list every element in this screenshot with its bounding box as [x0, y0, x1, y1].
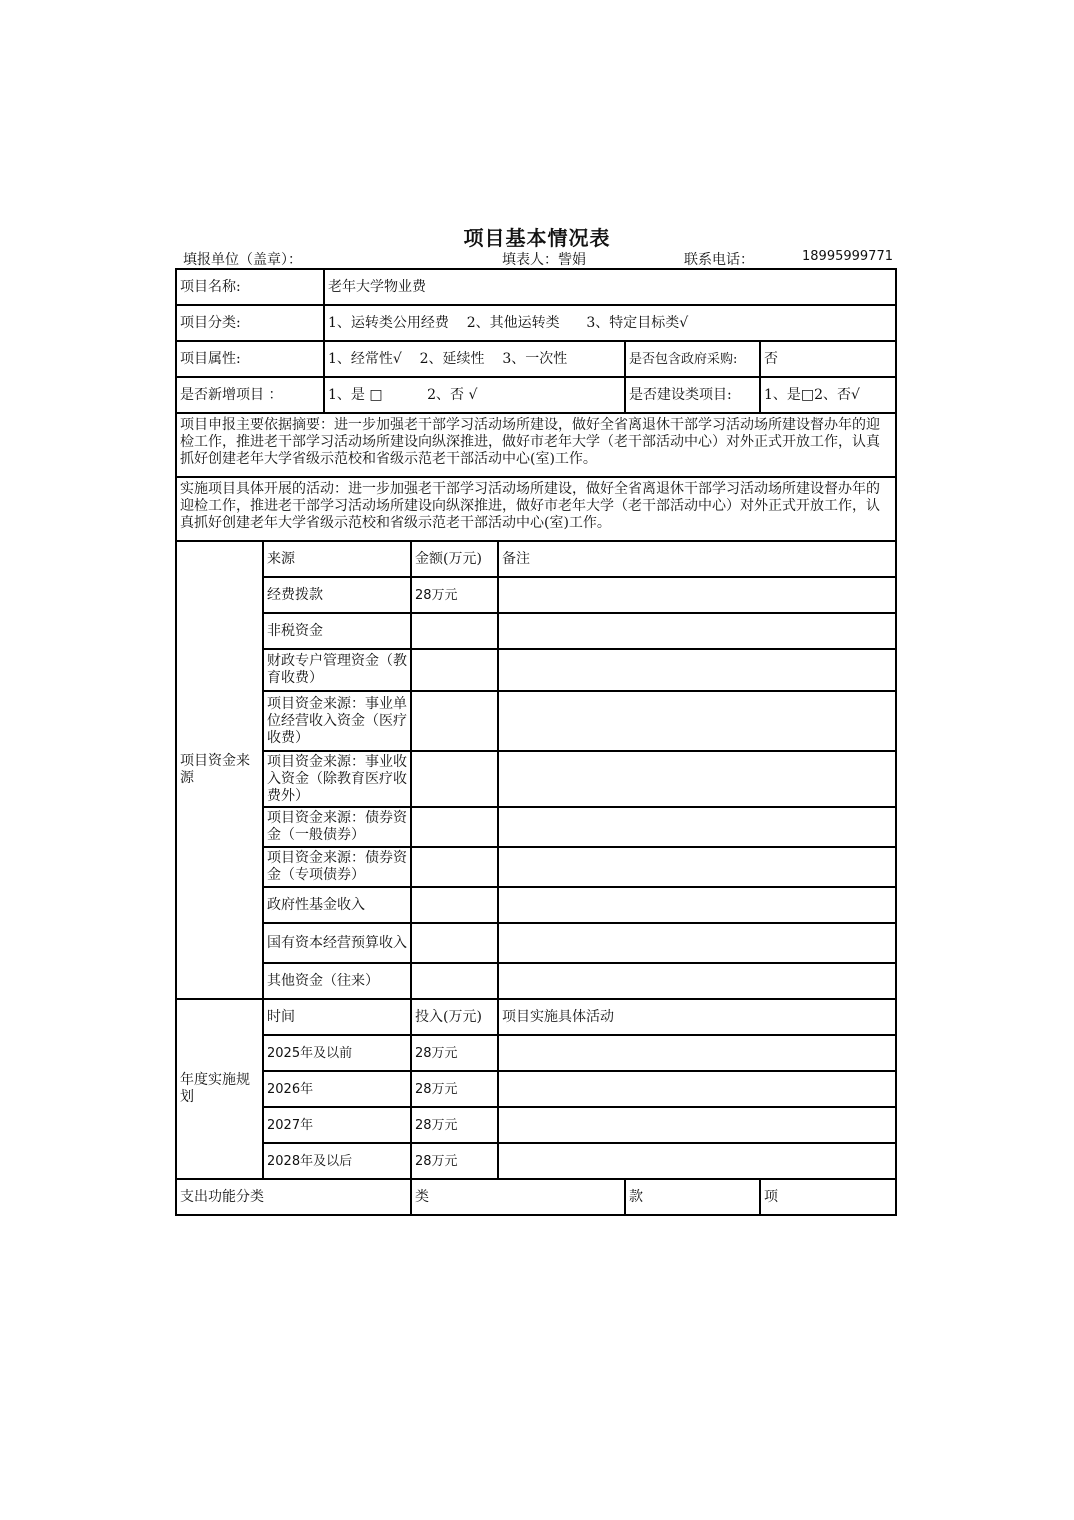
funding-amount	[411, 613, 498, 649]
funding-remark	[498, 963, 896, 999]
construction-label: 是否建设类项目:	[625, 377, 760, 413]
phone-label: 联系电话：	[684, 252, 754, 268]
funding-remark	[498, 613, 896, 649]
row-new-project	[176, 377, 896, 413]
plan-activity	[498, 1071, 896, 1107]
funding-amount	[411, 649, 498, 691]
plan-row	[176, 1035, 896, 1071]
funding-source: 其他资金（往来）	[263, 963, 411, 999]
plan-investment: 28万元	[411, 1107, 498, 1143]
project-name-value: 老年大学物业费	[324, 269, 896, 305]
funding-header-source: 来源	[263, 541, 411, 577]
plan-time: 2026年	[263, 1071, 411, 1107]
funding-source: 经费拨款	[263, 577, 411, 613]
funding-amount	[411, 691, 498, 751]
plan-row	[176, 1107, 896, 1143]
funding-row	[176, 963, 896, 999]
basis-summary: 项目申报主要依据摘要：进一步加强老干部学习活动场所建设，做好全省离退休干部学习活动场所建设督办年的迎检工作，推进老干部学习活动场所建设向纵深推进，做好市老年大学（老干部活动中心）对外正式开放工作，认真抓好创建老年大学省级示范校和省级示范老干部活动中心(室)工作。	[176, 413, 896, 477]
funding-source: 政府性基金收入	[263, 887, 411, 923]
funding-source: 项目资金来源：事业收入资金（除教育医疗收费外）	[263, 751, 411, 807]
funding-source: 财政专户管理资金（教育收费）	[263, 649, 411, 691]
funding-header-row	[176, 541, 896, 577]
funding-remark	[498, 887, 896, 923]
plan-time: 2027年	[263, 1107, 411, 1143]
plan-investment: 28万元	[411, 1143, 498, 1179]
plan-investment: 28万元	[411, 1035, 498, 1071]
unit-label: 填报单位（盖章）：	[183, 252, 302, 268]
plan-header-investment: 投入(万元)	[411, 999, 498, 1035]
row-basis	[176, 413, 896, 477]
funding-remark	[498, 847, 896, 887]
funding-row	[176, 691, 896, 751]
funding-amount	[411, 847, 498, 887]
page-title: 项目基本情况表	[463, 226, 611, 250]
funding-row	[176, 577, 896, 613]
plan-header-activity: 项目实施具体活动	[498, 999, 896, 1035]
funding-row	[176, 847, 896, 887]
plan-row	[176, 1071, 896, 1107]
funding-row	[176, 887, 896, 923]
gov-purchase-label: 是否包含政府采购:	[625, 341, 760, 377]
project-category-value: 1、运转类公用经费 2、其他运转类 3、特定目标类√	[324, 305, 896, 341]
funding-row	[176, 649, 896, 691]
funding-row	[176, 807, 896, 847]
funding-row	[176, 751, 896, 807]
row-project-name	[176, 269, 896, 305]
plan-activity	[498, 1143, 896, 1179]
funding-amount	[411, 923, 498, 963]
project-info-table	[175, 268, 897, 1216]
plan-time: 2025年及以前	[263, 1035, 411, 1071]
plan-header-time: 时间	[263, 999, 411, 1035]
construction-value: 1、是□2、否√	[760, 377, 896, 413]
funding-row	[176, 923, 896, 963]
funding-source: 项目资金来源：事业单位经营收入资金（医疗收费）	[263, 691, 411, 751]
row-project-category	[176, 305, 896, 341]
plan-investment: 28万元	[411, 1071, 498, 1107]
plan-section-label: 年度实施规划	[176, 999, 263, 1179]
funding-remark	[498, 649, 896, 691]
expenditure-lei: 类	[411, 1179, 625, 1215]
project-category-label: 项目分类:	[176, 305, 324, 341]
funding-header-amount: 金额(万元)	[411, 541, 498, 577]
funding-amount	[411, 751, 498, 807]
plan-activity	[498, 1035, 896, 1071]
funding-source: 非税资金	[263, 613, 411, 649]
plan-time: 2028年及以后	[263, 1143, 411, 1179]
funding-header-remark: 备注	[498, 541, 896, 577]
funding-remark	[498, 577, 896, 613]
phone-number: 18995999771	[802, 249, 893, 264]
funding-row	[176, 613, 896, 649]
new-project-label: 是否新增项目 ：	[176, 377, 324, 413]
project-attribute-label: 项目属性:	[176, 341, 324, 377]
row-activities	[176, 477, 896, 541]
project-name-label: 项目名称:	[176, 269, 324, 305]
gov-purchase-value: 否	[760, 341, 896, 377]
new-project-value: 1、是 □ 2、否 √	[324, 377, 625, 413]
funding-amount	[411, 887, 498, 923]
expenditure-kuan: 款	[625, 1179, 760, 1215]
plan-header-row	[176, 999, 896, 1035]
funding-source: 国有资本经营预算收入	[263, 923, 411, 963]
activities-summary: 实施项目具体开展的活动：进一步加强老干部学习活动场所建设，做好全省离退休干部学习活动场所建设督办年的迎检工作，推进老干部学习活动场所建设向纵深推进，做好市老年大学（老干部活动中心）对外正式开放工作，认真抓好创建老年大学省级示范校和省级示范老干部活动中心(室)工作。	[176, 477, 896, 541]
funding-amount: 28万元	[411, 577, 498, 613]
funding-amount	[411, 963, 498, 999]
row-project-attribute	[176, 341, 896, 377]
expenditure-xiang: 项	[760, 1179, 896, 1215]
plan-activity	[498, 1107, 896, 1143]
funding-amount	[411, 807, 498, 847]
plan-row	[176, 1143, 896, 1179]
expenditure-label: 支出功能分类	[176, 1179, 411, 1215]
funding-source: 项目资金来源：债券资金（一般债券）	[263, 807, 411, 847]
funding-remark	[498, 923, 896, 963]
funding-section-label: 项目资金来源	[176, 541, 263, 999]
expenditure-row	[176, 1179, 896, 1215]
filler-name: 填表人：訾娟	[502, 252, 586, 268]
funding-remark	[498, 751, 896, 807]
funding-remark	[498, 807, 896, 847]
project-attribute-value: 1、经常性√ 2、延续性 3、一次性	[324, 341, 625, 377]
funding-source: 项目资金来源：债券资金（专项债券）	[263, 847, 411, 887]
funding-remark	[498, 691, 896, 751]
